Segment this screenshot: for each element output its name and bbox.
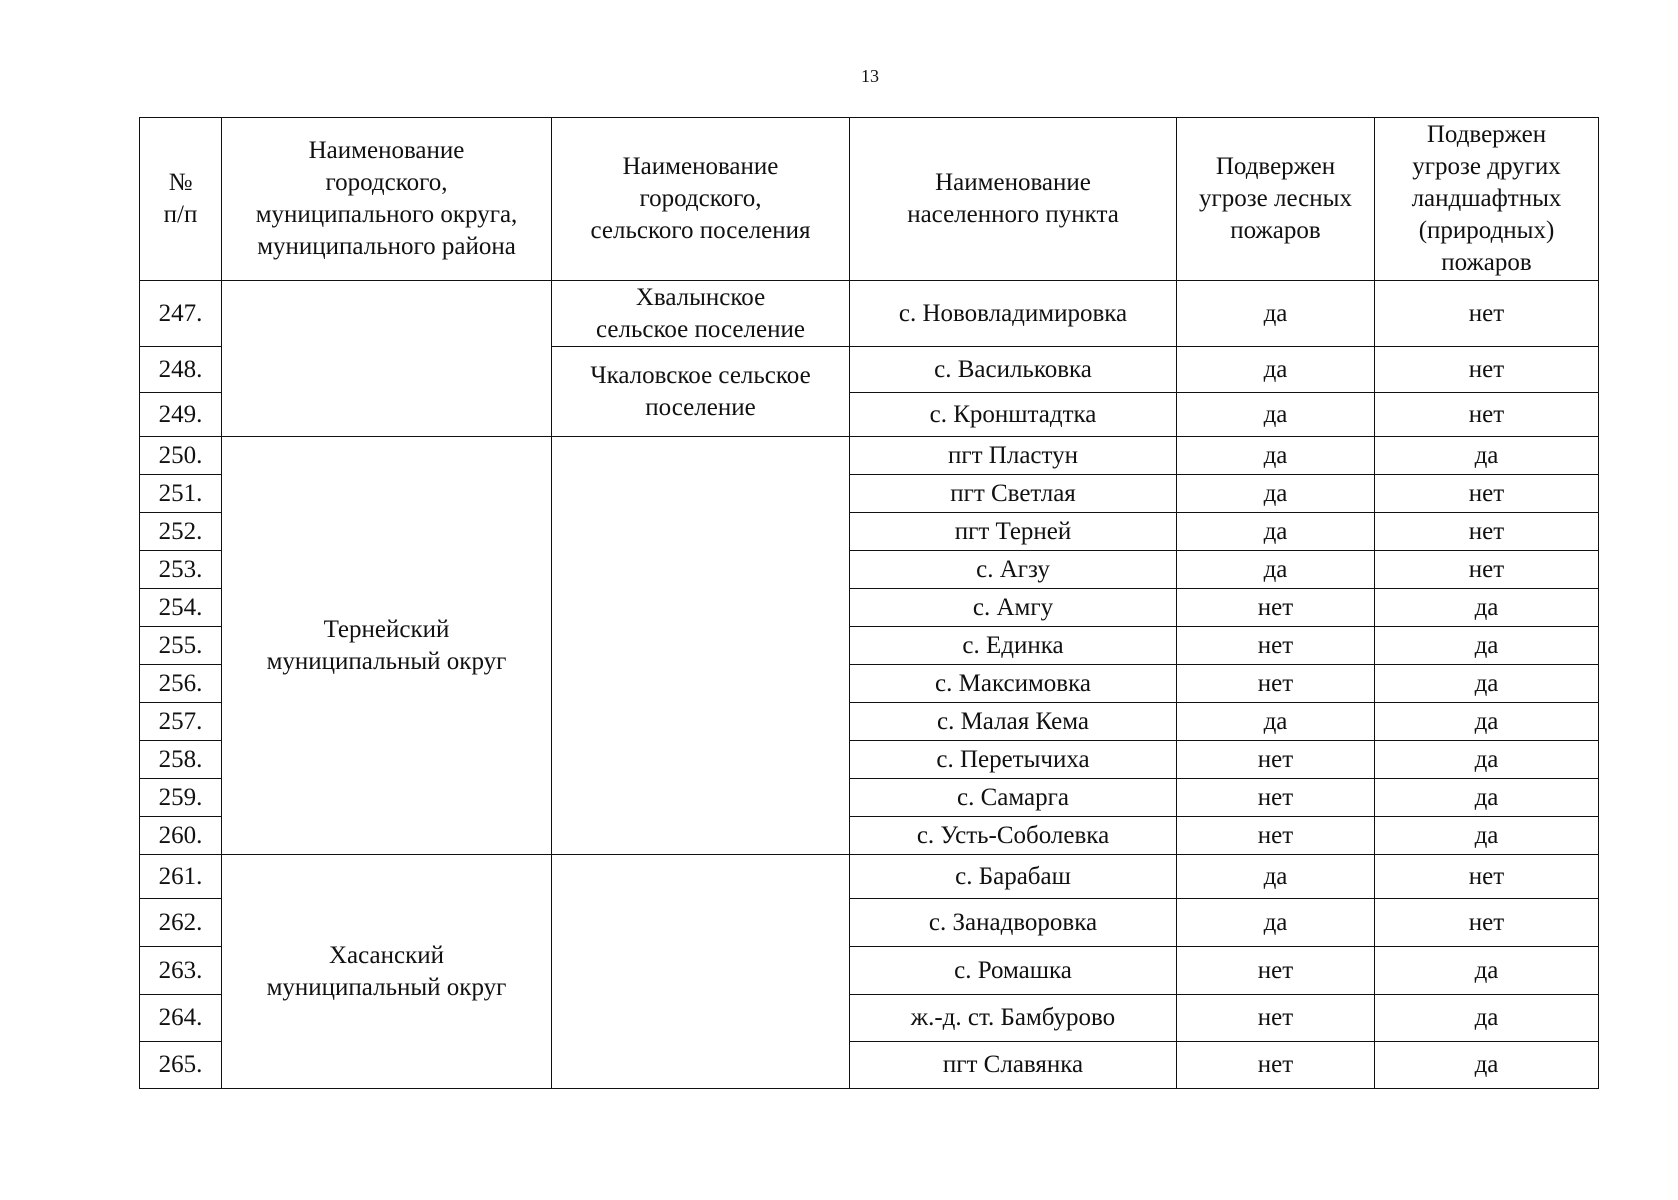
header-row — [140, 118, 1599, 281]
row-number: 258. — [140, 741, 222, 779]
landscape-fire-cell: да — [1375, 817, 1599, 855]
row-number: 261. — [140, 855, 222, 899]
header-landscape-fire: Подвержен угрозе других ландшафтных (природных) пожаров — [1375, 118, 1599, 281]
locality-cell: пгт Светлая — [850, 475, 1177, 513]
forest-fire-cell: нет — [1177, 589, 1375, 627]
locality-cell: ж.-д. ст. Бамбурово — [850, 995, 1177, 1042]
forest-fire-cell: нет — [1177, 947, 1375, 995]
locality-cell: с. Нововладимировка — [850, 281, 1177, 347]
locality-cell: с. Васильковка — [850, 347, 1177, 393]
locality-cell: с. Самарга — [850, 779, 1177, 817]
forest-fire-cell: нет — [1177, 995, 1375, 1042]
landscape-fire-cell: да — [1375, 779, 1599, 817]
forest-fire-cell: нет — [1177, 665, 1375, 703]
forest-fire-cell: да — [1177, 475, 1375, 513]
forest-fire-cell: да — [1177, 703, 1375, 741]
row-number: 263. — [140, 947, 222, 995]
row-number: 253. — [140, 551, 222, 589]
row-number: 247. — [140, 281, 222, 347]
locality-cell: пгт Славянка — [850, 1042, 1177, 1089]
row-number: 256. — [140, 665, 222, 703]
row-number: 260. — [140, 817, 222, 855]
landscape-fire-cell: да — [1375, 703, 1599, 741]
landscape-fire-cell: да — [1375, 627, 1599, 665]
landscape-fire-cell: да — [1375, 741, 1599, 779]
landscape-fire-cell: да — [1375, 437, 1599, 475]
header-district: Наименование городского, муниципального округа, муниципального района — [222, 118, 552, 281]
header-locality: Наименование населенного пункта — [850, 118, 1177, 281]
locality-cell: с. Занадворовка — [850, 899, 1177, 947]
forest-fire-cell: да — [1177, 437, 1375, 475]
forest-fire-cell: да — [1177, 281, 1375, 347]
forest-fire-cell: да — [1177, 393, 1375, 437]
row-number: 259. — [140, 779, 222, 817]
table-row — [140, 281, 1599, 347]
landscape-fire-cell: нет — [1375, 513, 1599, 551]
locality-cell: с. Агзу — [850, 551, 1177, 589]
locality-cell: с. Амгу — [850, 589, 1177, 627]
row-number: 249. — [140, 393, 222, 437]
locality-cell: с. Единка — [850, 627, 1177, 665]
landscape-fire-cell: да — [1375, 947, 1599, 995]
forest-fire-cell: да — [1177, 899, 1375, 947]
district-cell: Хасанский муниципальный округ — [222, 855, 552, 1089]
forest-fire-cell: нет — [1177, 817, 1375, 855]
landscape-fire-cell: нет — [1375, 855, 1599, 899]
forest-fire-cell: нет — [1177, 741, 1375, 779]
locality-cell: пгт Терней — [850, 513, 1177, 551]
table-row — [140, 855, 1599, 899]
row-number: 252. — [140, 513, 222, 551]
forest-fire-cell: нет — [1177, 1042, 1375, 1089]
row-number: 251. — [140, 475, 222, 513]
row-number: 264. — [140, 995, 222, 1042]
row-number: 265. — [140, 1042, 222, 1089]
landscape-fire-cell: нет — [1375, 551, 1599, 589]
row-number: 262. — [140, 899, 222, 947]
row-number: 254. — [140, 589, 222, 627]
locality-cell: с. Усть-Соболевка — [850, 817, 1177, 855]
landscape-fire-cell: нет — [1375, 899, 1599, 947]
forest-fire-cell: да — [1177, 855, 1375, 899]
landscape-fire-cell: да — [1375, 995, 1599, 1042]
forest-fire-cell: нет — [1177, 627, 1375, 665]
forest-fire-cell: да — [1177, 347, 1375, 393]
settlement-cell: Чкаловское сельское поселение — [552, 347, 850, 437]
table-row — [140, 437, 1599, 475]
landscape-fire-cell: да — [1375, 1042, 1599, 1089]
settlement-cell: Хвалынское сельское поселение — [552, 281, 850, 347]
locality-cell: с. Перетычиха — [850, 741, 1177, 779]
landscape-fire-cell: нет — [1375, 347, 1599, 393]
landscape-fire-cell: да — [1375, 589, 1599, 627]
locality-cell: с. Максимовка — [850, 665, 1177, 703]
forest-fire-cell: нет — [1177, 779, 1375, 817]
locality-cell: с. Малая Кема — [850, 703, 1177, 741]
settlement-cell — [552, 855, 850, 1089]
landscape-fire-cell: нет — [1375, 475, 1599, 513]
locality-cell: пгт Пластун — [850, 437, 1177, 475]
locality-cell: с. Кронштадтка — [850, 393, 1177, 437]
district-cell: Тернейский муниципальный округ — [222, 437, 552, 855]
localities-table — [139, 117, 1599, 1089]
locality-cell: с. Барабаш — [850, 855, 1177, 899]
settlement-cell — [552, 437, 850, 855]
row-number: 257. — [140, 703, 222, 741]
locality-cell: с. Ромашка — [850, 947, 1177, 995]
header-settlement: Наименование городского, сельского поселения — [552, 118, 850, 281]
header-number: № п/п — [140, 118, 222, 281]
landscape-fire-cell: нет — [1375, 393, 1599, 437]
header-forest-fire: Подвержен угрозе лесных пожаров — [1177, 118, 1375, 281]
district-cell — [222, 281, 552, 437]
landscape-fire-cell: нет — [1375, 281, 1599, 347]
forest-fire-cell: да — [1177, 513, 1375, 551]
row-number: 250. — [140, 437, 222, 475]
row-number: 255. — [140, 627, 222, 665]
row-number: 248. — [140, 347, 222, 393]
landscape-fire-cell: да — [1375, 665, 1599, 703]
forest-fire-cell: да — [1177, 551, 1375, 589]
page-number: 13 — [861, 66, 879, 86]
